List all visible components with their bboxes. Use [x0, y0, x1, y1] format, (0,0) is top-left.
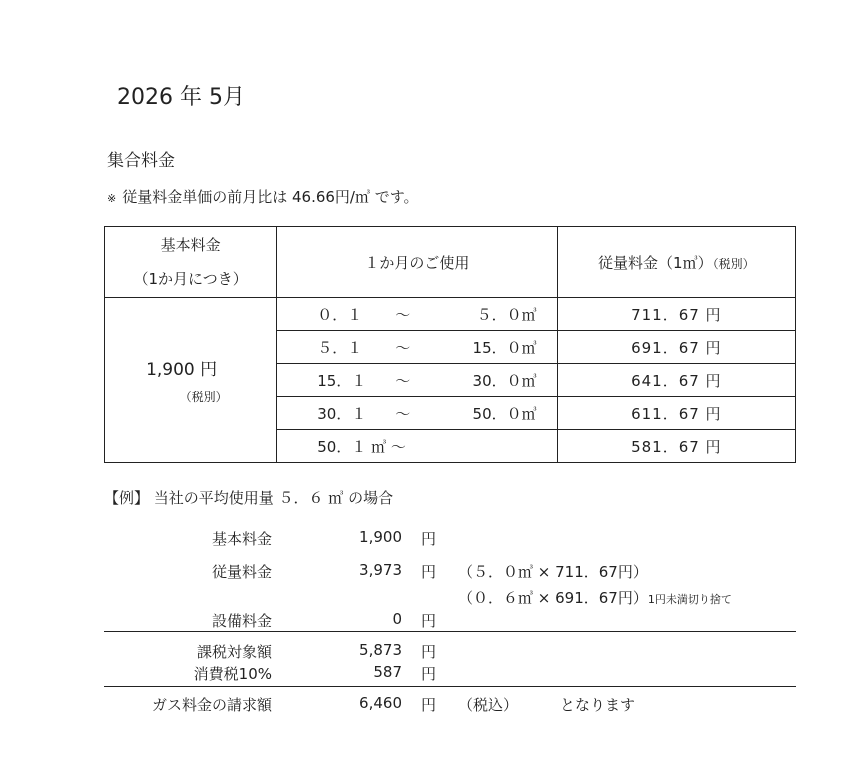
note-mark: ※ — [107, 192, 117, 205]
line-amount: 0 — [392, 610, 402, 628]
line-unit: 円 — [421, 530, 437, 548]
line-unit: 円 — [421, 612, 437, 630]
rate-table — [104, 226, 796, 463]
range-tilde: ～ — [395, 372, 411, 390]
usage-range-5 — [277, 430, 557, 463]
line-tail: となります — [560, 696, 636, 714]
note-text: 従量料金単価の前月比は 46.66円/㎥ です。 — [122, 188, 419, 206]
line-amount: 5,873 — [359, 641, 402, 659]
line-detail — [458, 587, 732, 608]
line-label: 課税対象額 — [196, 643, 272, 661]
example-line-taxable — [0, 641, 862, 663]
example-heading: 【例】 当社の平均使用量 ５．６ ㎥ の場合 — [104, 489, 394, 507]
range-tilde: ～ — [395, 339, 411, 357]
line-unit: 円 — [421, 563, 437, 581]
line-label: 消費税10% — [193, 665, 272, 683]
range-to: 30．０㎥ — [472, 372, 537, 390]
page-title: 2026 年 5月 — [117, 85, 245, 110]
range-from: 15．１ — [317, 372, 367, 390]
usage-range-2 — [277, 331, 557, 364]
header-base-fee-line2: （1か月につき） — [133, 270, 248, 288]
base-fee-cell — [105, 298, 277, 463]
range-to: ５．０㎥ — [476, 306, 537, 324]
example-line-usage — [0, 561, 862, 583]
line-detail: （５．０㎥ × 711．67円） — [458, 563, 648, 581]
unit-price-1: 711．67 円 — [557, 298, 795, 331]
unit-price-2: 691．67 円 — [557, 331, 795, 364]
line-label: 設備料金 — [211, 612, 272, 630]
line-unit: 円 — [421, 665, 437, 683]
usage-range-3 — [277, 364, 557, 397]
header-rate-label: 従量料金（1㎥） — [598, 253, 713, 272]
line-amount: 587 — [373, 663, 402, 681]
divider — [104, 686, 796, 687]
usage-range-4 — [277, 397, 557, 430]
line-amount: 3,973 — [359, 561, 402, 579]
example-line-tax — [0, 663, 862, 685]
example-line-equipment — [0, 610, 862, 632]
line-unit: 円 — [421, 696, 437, 714]
header-rate — [557, 227, 795, 298]
usage-range-1 — [277, 298, 557, 331]
range-to: 15．０㎥ — [472, 339, 537, 357]
line-amount: 1,900 — [359, 528, 402, 546]
unit-price-4: 611．67 円 — [557, 397, 795, 430]
example-line-usage-detail — [0, 587, 862, 609]
example-line-base — [0, 528, 862, 550]
range-to: 50．０㎥ — [472, 405, 537, 423]
line-amount: 6,460 — [359, 694, 402, 712]
unit-price-5: 581．67 円 — [557, 430, 795, 463]
header-base-fee-line1: 基本料金 — [160, 236, 221, 254]
example-line-total — [0, 694, 862, 716]
range-from: ０．１ — [317, 306, 363, 324]
line-label: 従量料金 — [211, 563, 272, 581]
line-detail: （税込） — [458, 696, 519, 714]
line-detail-text: （０．６㎥ × 691．67円） — [458, 589, 648, 607]
line-label: ガス料金の請求額 — [151, 696, 272, 714]
range-tilde: ～ — [395, 405, 411, 423]
base-fee-value: 1,900 円 — [146, 360, 218, 380]
line-unit: 円 — [421, 643, 437, 661]
range-from: 30．１ — [317, 405, 367, 423]
price-change-note — [107, 186, 419, 207]
range-from: 50．１ ㎥ ～ — [317, 438, 406, 456]
range-tilde: ～ — [395, 306, 411, 324]
base-fee-tax: （税別） — [179, 390, 228, 404]
range-from: ５．１ — [317, 339, 363, 357]
line-detail-note: 1円未満切り捨て — [647, 593, 732, 606]
header-rate-tax: （税別） — [712, 256, 755, 271]
unit-price-3: 641．67 円 — [557, 364, 795, 397]
header-base-fee — [105, 227, 277, 298]
line-label: 基本料金 — [211, 530, 272, 548]
header-usage: １か月のご使用 — [277, 227, 557, 298]
divider — [104, 631, 796, 632]
section-heading: 集合料金 — [107, 151, 175, 171]
